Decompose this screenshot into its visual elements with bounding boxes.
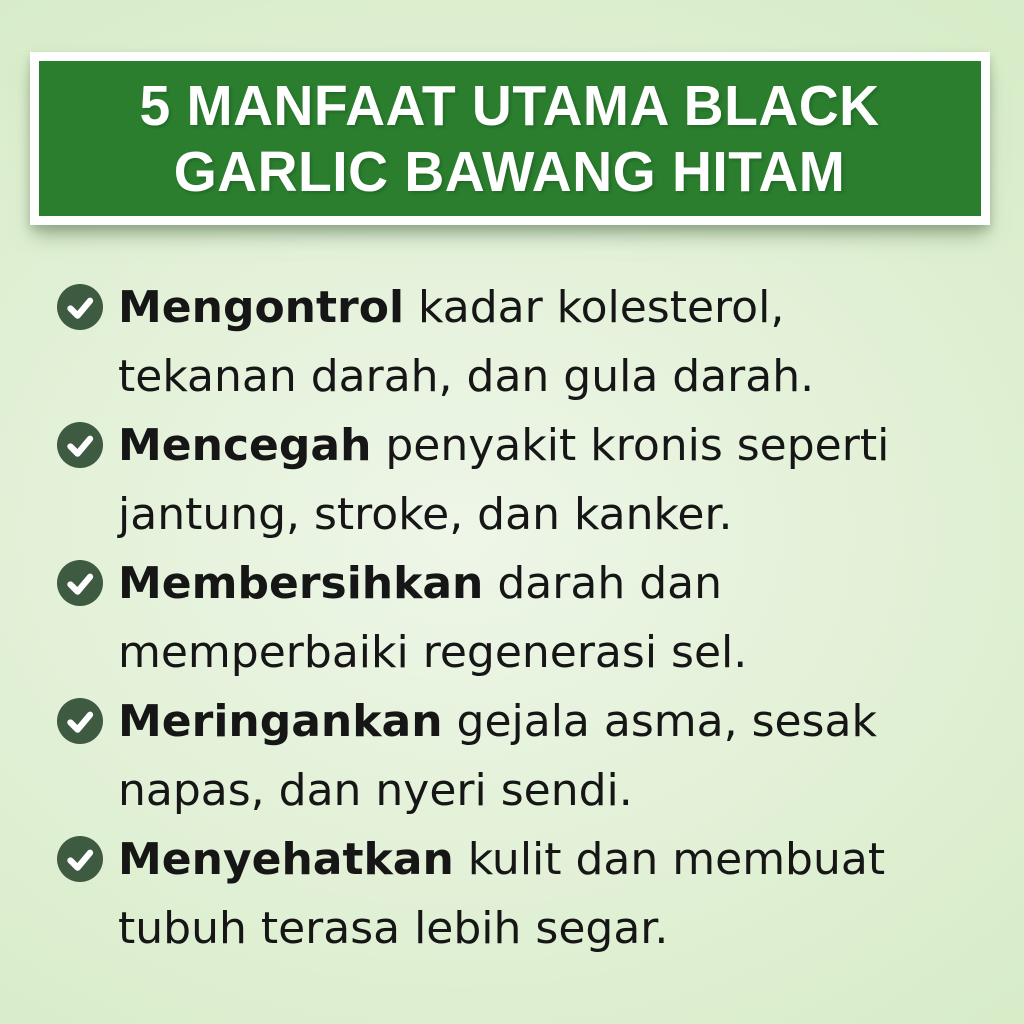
page-title <box>140 73 880 205</box>
benefit-line-2: tubuh terasa lebih segar. <box>118 903 669 954</box>
benefit-rest: kulit dan membuat <box>453 834 886 885</box>
benefit-item-4 <box>57 687 1004 825</box>
benefit-rest: kadar kolesterol, <box>404 282 785 333</box>
benefit-text <box>118 687 877 825</box>
check-circle-icon <box>57 284 103 330</box>
benefit-line-1 <box>118 825 885 894</box>
benefit-item-3 <box>57 549 1004 687</box>
benefit-item-1 <box>57 273 1004 411</box>
benefit-rest: penyakit kronis seperti <box>371 420 890 471</box>
benefit-line-2: memperbaiki regenerasi sel. <box>118 627 748 678</box>
title-line-2: GARLIC BAWANG HITAM <box>174 139 846 204</box>
benefit-rest: darah dan <box>483 558 722 609</box>
benefit-lead: Menyehatkan <box>118 834 454 885</box>
benefit-lead: Mengontrol <box>118 282 405 333</box>
benefit-text <box>118 549 747 687</box>
benefit-lead: Meringankan <box>118 696 443 747</box>
benefit-text <box>118 825 885 963</box>
benefit-line-1 <box>118 549 747 618</box>
title-banner <box>30 52 990 225</box>
benefit-item-2 <box>57 411 1004 549</box>
check-circle-icon <box>57 698 103 744</box>
benefits-list <box>57 273 1004 963</box>
benefit-line-2: jantung, stroke, dan kanker. <box>118 489 733 540</box>
title-line-1: 5 MANFAAT UTAMA BLACK <box>139 73 881 138</box>
check-circle-icon <box>57 836 103 882</box>
benefit-lead: Membersihkan <box>118 558 484 609</box>
benefit-line-1 <box>118 273 814 342</box>
benefit-item-5 <box>57 825 1004 963</box>
benefit-lead: Mencegah <box>118 420 372 471</box>
benefit-line-1 <box>118 411 889 480</box>
benefit-rest: gejala asma, sesak <box>442 696 877 747</box>
check-circle-icon <box>57 422 103 468</box>
benefit-line-2: napas, dan nyeri sendi. <box>118 765 633 816</box>
benefit-line-1 <box>118 687 877 756</box>
benefit-line-2: tekanan darah, dan gula darah. <box>118 351 815 402</box>
benefit-text <box>118 411 889 549</box>
check-circle-icon <box>57 560 103 606</box>
benefit-text <box>118 273 814 411</box>
